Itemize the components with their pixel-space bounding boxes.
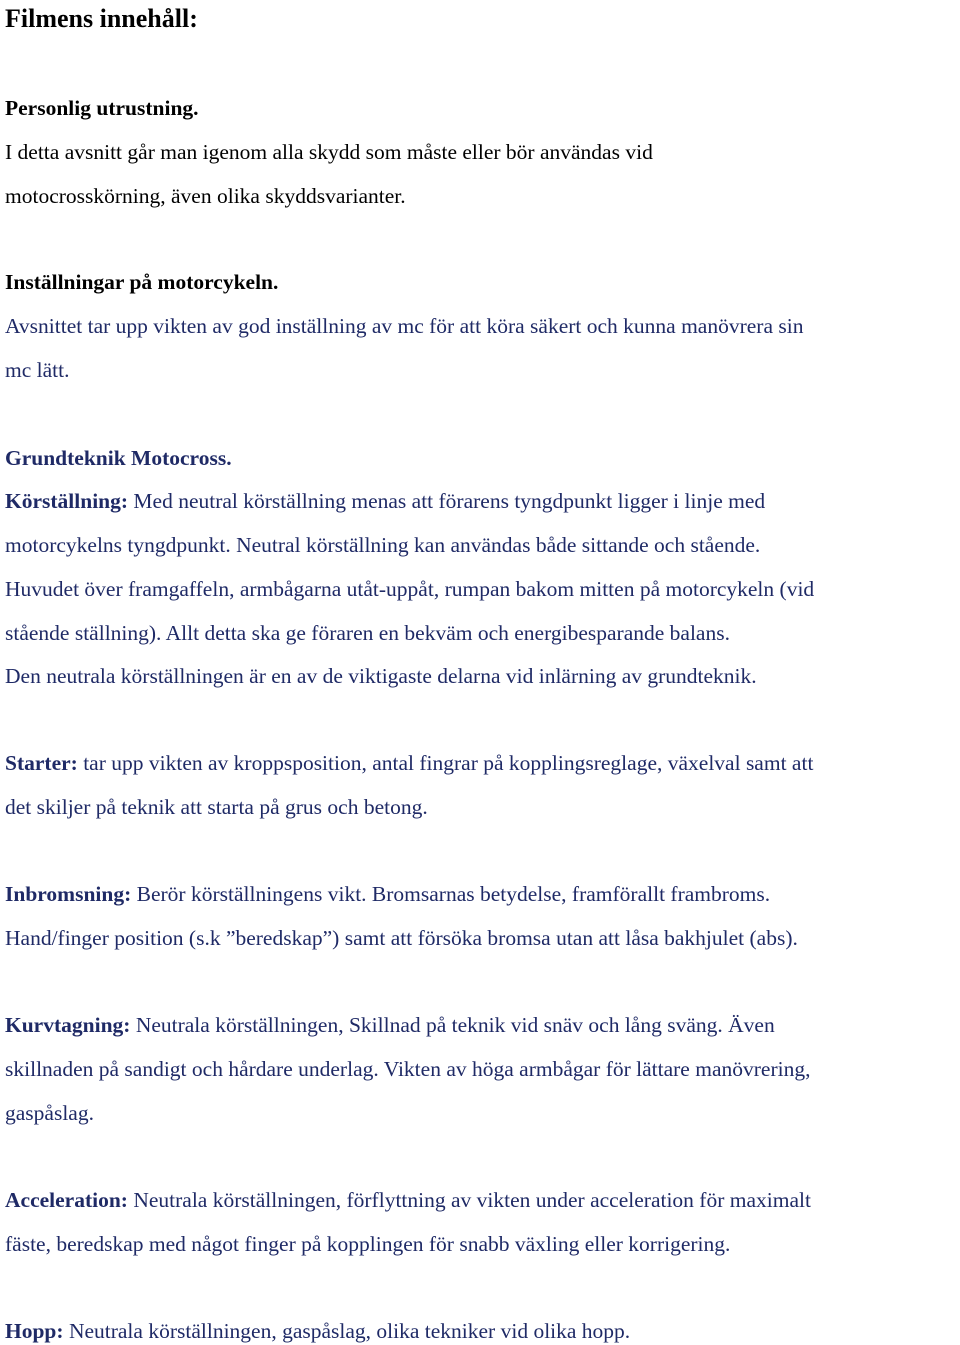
section-starter-line bbox=[5, 751, 813, 775]
section-personal-text: I detta avsnitt går man igenom alla skydd som måste eller bör användas vid bbox=[5, 140, 653, 164]
section-settings-text: Avsnittet tar upp vikten av god inställning av mc för att köra säkert och kunna manövrera sin bbox=[5, 314, 804, 338]
section-cornering-line: skillnaden på sandigt och hårdare underlag. Vikten av höga armbågar för lättare manövrering, bbox=[5, 1057, 811, 1081]
term-label: Hopp: bbox=[5, 1319, 64, 1343]
term-label: Kurvtagning: bbox=[5, 1013, 131, 1037]
section-braking-line bbox=[5, 882, 770, 906]
section-basic-line: Den neutrala körställningen är en av de viktigaste delarna vid inlärning av grundteknik. bbox=[5, 664, 757, 688]
section-jump-line bbox=[5, 1319, 630, 1343]
term-text: Med neutral körställning menas att förarens tyngdpunkt ligger i linje med bbox=[128, 489, 766, 513]
section-basic-line: motorcykelns tyngdpunkt. Neutral körställning kan användas både sittande och stående. bbox=[5, 533, 761, 557]
term-text: Berör körställningens vikt. Bromsarnas betydelse, framförallt frambroms. bbox=[131, 882, 771, 906]
section-basic-line bbox=[5, 489, 765, 513]
section-starter-line: det skiljer på teknik att starta på grus och betong. bbox=[5, 795, 428, 819]
section-acceleration-line bbox=[5, 1188, 811, 1212]
section-basic-heading: Grundteknik Motocross. bbox=[5, 446, 232, 470]
section-personal-heading: Personlig utrustning. bbox=[5, 96, 199, 120]
page-title: Filmens innehåll: bbox=[5, 4, 198, 33]
term-text: tar upp vikten av kroppsposition, antal fingrar på kopplingsreglage, växelval samt att bbox=[77, 751, 814, 775]
term-text: Neutrala körställningen, förflyttning av vikten under acceleration för maximalt bbox=[127, 1188, 811, 1212]
section-basic-line: Huvudet över framgaffeln, armbågarna utåt-uppåt, rumpan bakom mitten på motorcykeln (vid bbox=[5, 577, 815, 601]
section-settings-heading: Inställningar på motorcykeln. bbox=[5, 270, 279, 294]
section-cornering-line bbox=[5, 1013, 775, 1037]
term-label: Acceleration: bbox=[5, 1188, 128, 1212]
section-acceleration-line: fäste, beredskap med något finger på kopplingen för snabb växling eller korrigering. bbox=[5, 1232, 731, 1256]
term-label: Körställning: bbox=[5, 489, 129, 513]
section-braking-line: Hand/finger position (s.k ”beredskap”) samt att försöka bromsa utan att låsa bakhjulet (abs). bbox=[5, 926, 798, 950]
section-cornering-line: gaspåslag. bbox=[5, 1101, 94, 1125]
section-personal-text: motocrosskörning, även olika skyddsvarianter. bbox=[5, 184, 406, 208]
term-text: Neutrala körställningen, Skillnad på teknik vid snäv och lång sväng. Även bbox=[130, 1013, 775, 1037]
term-label: Inbromsning: bbox=[5, 882, 132, 906]
section-basic-line: stående ställning). Allt detta ska ge föraren en bekväm och energibesparande balans. bbox=[5, 621, 730, 645]
section-settings-text: mc lätt. bbox=[5, 358, 70, 382]
term-label: Starter: bbox=[5, 751, 78, 775]
term-text: Neutrala körställningen, gaspåslag, olika tekniker vid olika hopp. bbox=[63, 1319, 631, 1343]
